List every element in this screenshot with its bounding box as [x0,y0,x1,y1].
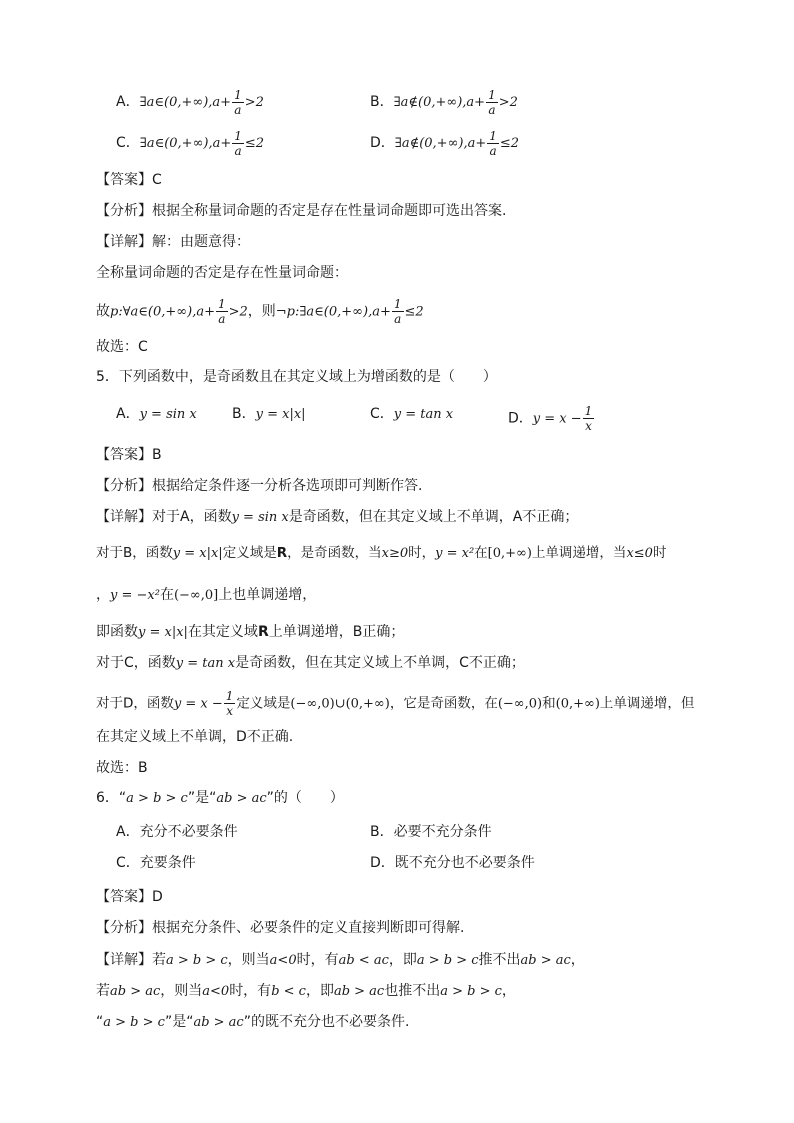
q4-option-c-math-post: ≤2 [244,136,265,151]
q5-option-a [116,404,197,425]
q4-option-a-math [139,88,264,117]
fraction-denominator: a [218,312,226,326]
fraction-denominator: a [234,103,242,117]
q4-option-d-label: D． [370,135,395,151]
detail-text: ，即 [305,983,334,999]
option-text: A．充分不必要条件 [116,824,238,840]
option-label: C． [370,406,394,422]
detail-text: 若 [96,983,110,999]
q5-analysis [96,476,422,496]
detail-text: 上单调递增，当 [531,545,627,561]
fraction-numerator: 1 [217,297,226,311]
q5-detail-line-2 [96,543,666,564]
detail-text: ”的既不充分也不必要条件. [243,1014,410,1030]
detail-text: 在其定义域 [187,624,258,640]
detail-text: 上也单调递增， [218,587,317,603]
q5-choose [96,758,148,778]
fraction [224,689,236,718]
math-expression: a > b > c [416,953,479,968]
detail-text: 时，有 [229,983,272,999]
detail-text: 上单调递增，但 [599,695,695,712]
detail-text: 时， [408,545,436,561]
choose-text: 故选：B [96,760,148,776]
q6-analysis [96,918,464,938]
answer-tag: 【答案】 [96,889,152,905]
fraction [216,297,228,326]
math-expression: y = sin x [231,510,289,525]
math-expression: [0,+∞) [487,546,532,561]
detail-text: ， [570,952,585,968]
fraction-denominator: a [489,144,497,158]
math-expression: ab > ac [193,1015,244,1030]
detail-tag: 【详解】 [96,952,152,968]
q4-option-c-math [139,129,265,158]
detail-text: 上单调递增，B正确； [268,624,405,640]
q4-option-c-math-pre: ∃a∈(0,+∞),a+ [139,136,232,151]
q4-detail-line-2 [96,263,348,283]
q4-detail-line-3 [96,297,424,326]
detail-text: 是奇函数，但在其定义域上不单调，A不正确； [288,509,579,525]
detail-text: 对于D，函数 [96,695,174,712]
detail-tag: 【详解】 [96,234,152,250]
detail-text: 是奇函数，但在其定义域上不单调，C不正确； [235,655,525,671]
fraction-denominator: a [488,103,496,117]
q5-option-c [370,404,453,425]
q4-option-d-fraction [487,129,499,158]
detail-text: 在 [159,587,174,603]
fraction-numerator: 1 [234,129,242,143]
option-text: B．必要不充分条件 [370,824,492,840]
fraction-numerator: 1 [584,404,593,418]
q4-option-b-fraction [486,88,498,117]
q5-detail-line-3 [96,585,316,606]
detail-text: ，则当 [160,983,203,999]
q5-detail-line-6 [96,689,694,718]
detail-text: 对于B，函数 [96,545,173,561]
math-expression: x≤0 [626,546,653,561]
option-label: A． [116,406,140,422]
detail-text: 对于C，函数 [96,655,176,671]
q5-option-d [508,404,595,433]
analysis-tag: 【分析】 [96,203,152,219]
q5-detail-line-4 [96,622,404,643]
option-math: y = tan x [393,407,454,422]
fraction [583,404,595,433]
math-expression: (0,+∞) [555,696,600,712]
answer-value: C [152,172,162,188]
detail-text: 对于A，函数 [152,509,232,525]
q4-detail [96,232,250,252]
fraction-denominator: a [234,144,242,158]
detail-text: “ [96,1014,104,1030]
detail-text: 解：由题意得： [152,234,250,250]
q4-option-a-fraction [232,88,244,117]
q6-detail-line-3 [96,1012,409,1033]
fraction-denominator: x [226,704,233,718]
math-expression: y = x|x| [172,546,223,561]
analysis-text: 根据充分条件、必要条件的定义直接判断即可得解. [152,920,465,936]
fraction-numerator: 1 [489,129,497,143]
option-label: B． [232,406,256,422]
math-expression: y = tan x [175,656,236,671]
q5-detail-line-1 [96,507,578,528]
q4-option-b-label: B． [370,94,394,110]
q6-stem [96,788,344,809]
question-stem: 5．下列函数中，是奇函数且在其定义域上为增函数的是（ ） [96,369,497,385]
answer-tag: 【答案】 [96,447,152,463]
question-stem: 6．“ [96,790,127,806]
detail-text: 时 [652,545,667,561]
math-expression: p:∀a∈(0,+∞),a+ [110,304,215,320]
q6-detail-line-1 [96,950,585,971]
math-expression: a > b > c [440,984,502,999]
q6-detail-line-2 [96,981,516,1002]
q4-option-c-fraction [232,129,244,158]
q4-option-a-math-pre: ∃a∈(0,+∞),a+ [139,95,232,110]
detail-text: 在其定义域上不单调，D不正确. [96,729,294,745]
question-stem: ”的（ ） [266,790,344,806]
math-expression: (−∞,0)∪(0,+∞) [290,696,390,712]
choose-text: 故选：C [96,339,148,355]
q6-option-a [116,822,238,842]
fraction-numerator: 1 [234,88,242,102]
detail-text: ， [96,587,110,603]
q5-stem [96,367,497,387]
math-expression: ab > ac [333,984,385,999]
analysis-tag: 【分析】 [96,478,152,494]
math-expression: a > b > c [126,791,188,806]
analysis-text: 根据给定条件逐一分析各选项即可判断作答. [152,478,423,494]
q4-option-a [116,88,264,117]
real-numbers-symbol: R [257,624,269,640]
q4-option-b-math [393,88,518,117]
detail-text: 和 [542,695,556,712]
detail-text: ，即 [388,952,417,968]
answer-value: D [152,889,163,905]
math-expression: y = −x² [110,588,160,603]
detail-tag: 【详解】 [96,509,152,525]
option-label: D． [508,410,533,427]
q4-option-d-math-post: ≤2 [499,136,520,151]
q6-option-c [116,853,196,873]
analysis-text: 根据全称量词命题的否定是存在性量词命题即可选出答案. [152,203,507,219]
detail-text: 推不出 [478,952,521,968]
math-expression: a<0 [269,953,297,968]
math-expression: (−∞,0] [173,588,219,603]
fraction-numerator: 1 [225,689,234,703]
q6-answer [96,887,163,907]
detail-text: 定义域是 [222,545,277,561]
math-expression: a<0 [202,984,230,999]
q6-option-b [370,822,492,842]
q4-option-d-math-pre: ∃a∉(0,+∞),a+ [394,136,487,151]
detail-text: 故 [96,303,110,320]
q4-option-c [116,129,264,158]
q4-option-b [370,88,518,117]
option-text: C．充要条件 [116,855,196,871]
fraction-numerator: 1 [393,297,402,311]
math-expression: >2 [228,304,248,320]
answer-value: B [152,447,162,463]
q4-option-d [370,129,519,158]
option-math: y = sin x [139,407,197,422]
math-expression: ≤2 [404,304,424,320]
detail-text: ， [501,983,516,999]
q4-option-a-math-post: >2 [244,95,264,110]
detail-text: 时，有 [296,952,339,968]
question-stem: ”是“ [187,790,217,806]
q4-option-a-label: A． [116,94,140,110]
math-expression: x≥0 [381,546,409,561]
q6-option-d [370,853,535,873]
detail-text: ，它是奇函数，在 [389,695,498,712]
detail-text: ，是奇函数，当 [287,545,382,561]
analysis-tag: 【分析】 [96,920,152,936]
math-expression: a > b > c [103,1015,165,1030]
math-expression: y = x² [435,546,475,561]
fraction-denominator: a [394,312,402,326]
detail-text: ，则当 [227,952,270,968]
detail-text: ，则 [247,303,276,320]
math-expression: ab > ac [216,791,267,806]
q5-answer [96,445,162,465]
detail-text: 全称量词命题的否定是存在性量词命题： [96,265,348,281]
detail-text: ”是“ [164,1014,194,1030]
detail-text: 即函数 [96,624,138,640]
detail-text: 定义域是 [236,695,291,712]
math-expression: y = x − [173,696,223,712]
option-math: y = x|x| [255,407,306,422]
math-expression: ¬p:∃a∈(0,+∞),a+ [275,304,391,320]
fraction-numerator: 1 [488,88,496,102]
q4-option-b-math-post: >2 [498,95,518,110]
q4-choose [96,337,148,357]
q4-answer [96,170,162,190]
detail-text: 也推不出 [384,983,441,999]
q4-analysis [96,201,506,221]
math-expression: ab > ac [520,953,571,968]
option-text: D．既不充分也不必要条件 [370,855,535,871]
math-expression: y = x|x| [138,625,188,640]
fraction [392,297,404,326]
fraction-denominator: x [585,419,592,433]
option-math: y = x − [532,411,582,427]
q4-option-b-math-pre: ∃a∉(0,+∞),a+ [393,95,486,110]
q5-option-b [232,404,306,425]
q5-detail-line-5 [96,653,525,674]
math-expression: ab < ac [338,953,389,968]
q5-detail-line-7 [96,727,293,747]
math-expression: ab > ac [110,984,161,999]
real-numbers-symbol: R [276,545,288,561]
math-expression: a > b > c [166,953,228,968]
math-expression: b < c [271,984,306,999]
answer-tag: 【答案】 [96,172,152,188]
detail-text: 若 [152,952,166,968]
q4-option-c-label: C． [116,135,140,151]
detail-text: 在 [474,545,488,561]
q4-option-d-math [394,129,520,158]
math-expression: (−∞,0) [497,696,543,712]
